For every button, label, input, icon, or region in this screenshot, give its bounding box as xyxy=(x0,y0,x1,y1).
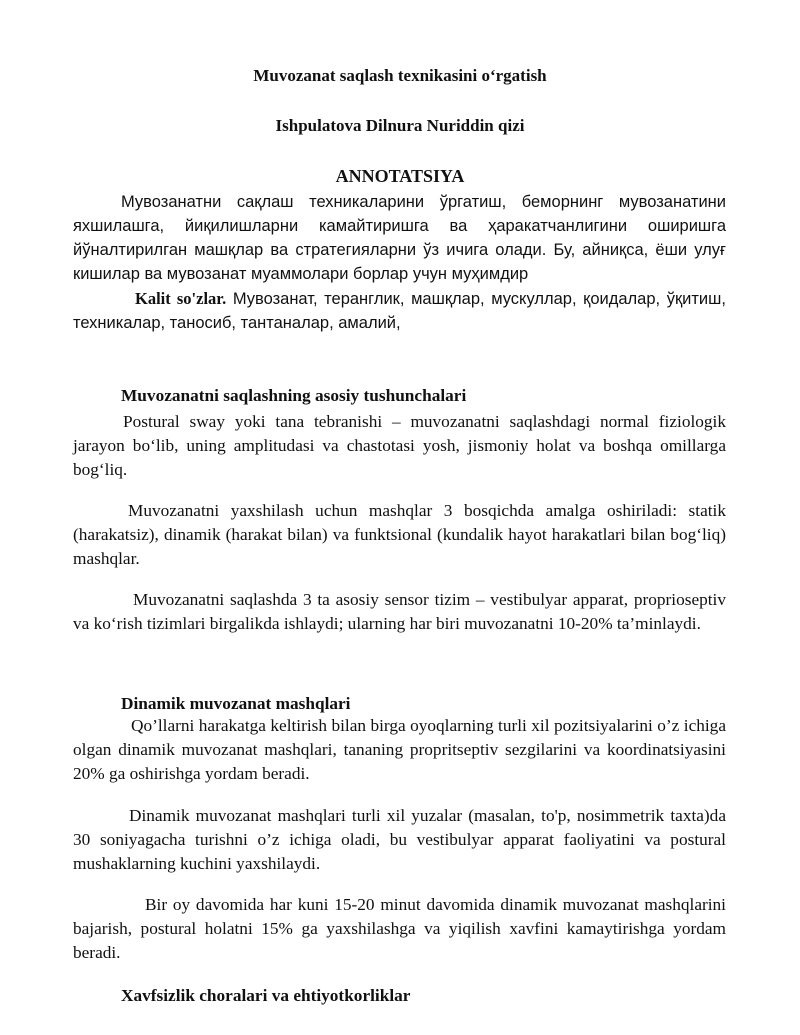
keywords-label: Kalit so'zlar. xyxy=(135,289,227,308)
body-paragraph: Bir oy davomida har kuni 15-20 minut davomida dinamik muvozanat mashqlarini bajarish, postural holatni 15% ga yaxshilashga va yiqilish xavfini kamaytirishga yordam beradi. xyxy=(73,895,726,962)
body-paragraph: Qo’llarni harakatga keltirish bilan birga oyoqlarning turli xil pozitsiyalarini o’z ichiga olgan dinamik muvozanat mashqlari, tananing propritseptiv sezgilarini va koordinatsiyasini 20% ga oshirishga yordam beradi. xyxy=(73,716,726,783)
section-heading: Dinamik muvozanat mashqlari xyxy=(121,694,351,713)
annotation-text: Мувозанатни сақлаш техникаларини ўргатиш, беморнинг мувозанатини яхшилашга, йиқилишларни камайтиришга ва ҳаракатчанлигини оширишга йўналтирилган машқлар ва стратегияларни ўз ичига олади. Бу, айниқса, ёши улуғ кишилар ва мувозанат муаммолари борлар учун муҳимдир xyxy=(73,193,726,283)
section-heading: Muvozanatni saqlashning asosiy tushunchalari xyxy=(121,386,467,405)
body-paragraph: Muvozanatni saqlashda 3 ta asosiy sensor tizim – vestibulyar apparat, proprioseptiv va ko‘rish tizimlari birgalikda ishlaydi; ularning har biri muvozanatni 10-20% ta’minlaydi. xyxy=(73,590,726,633)
keywords-text: Мувозанат, теранглик, машқлар, мускуллар, қоидалар, ўқитиш, техникалар, таносиб, тантаналар, амалий, xyxy=(73,290,726,332)
body-paragraph: Postural sway yoki tana tebranishi – muvozanatni saqlashdagi normal fiziologik jarayon bo‘lib, uning amplitudasi va chastotasi yosh, jismoniy holat va boshqa omillarga bog‘liq. xyxy=(73,412,726,479)
annotation-heading: ANNOTATSIYA xyxy=(335,166,465,186)
keywords-paragraph xyxy=(73,287,726,335)
author-name: Ishpulatova Dilnura Nuriddin qizi xyxy=(275,116,525,135)
body-paragraph: Muvozanatni yaxshilash uchun mashqlar 3 bosqichda amalga oshiriladi: statik (harakatsiz), dinamik (harakat bilan) va funktsional (kundalik hayot harakatlari bilan bog‘liq) mashqlar. xyxy=(73,501,726,568)
section-heading: Xavfsizlik choralari va ehtiyotkorliklar xyxy=(121,986,411,1005)
document-title: Muvozanat saqlash texnikasini o‘rgatish xyxy=(253,66,547,85)
body-paragraph: Dinamik muvozanat mashqlari turli xil yuzalar (masalan, to'p, nosimmetrik taxta)da 30 soniyagacha turishni o’z ichiga oladi, bu vestibulyar apparat faoliyatini va postural mushaklarning kuchini yaxshilaydi. xyxy=(73,806,726,873)
